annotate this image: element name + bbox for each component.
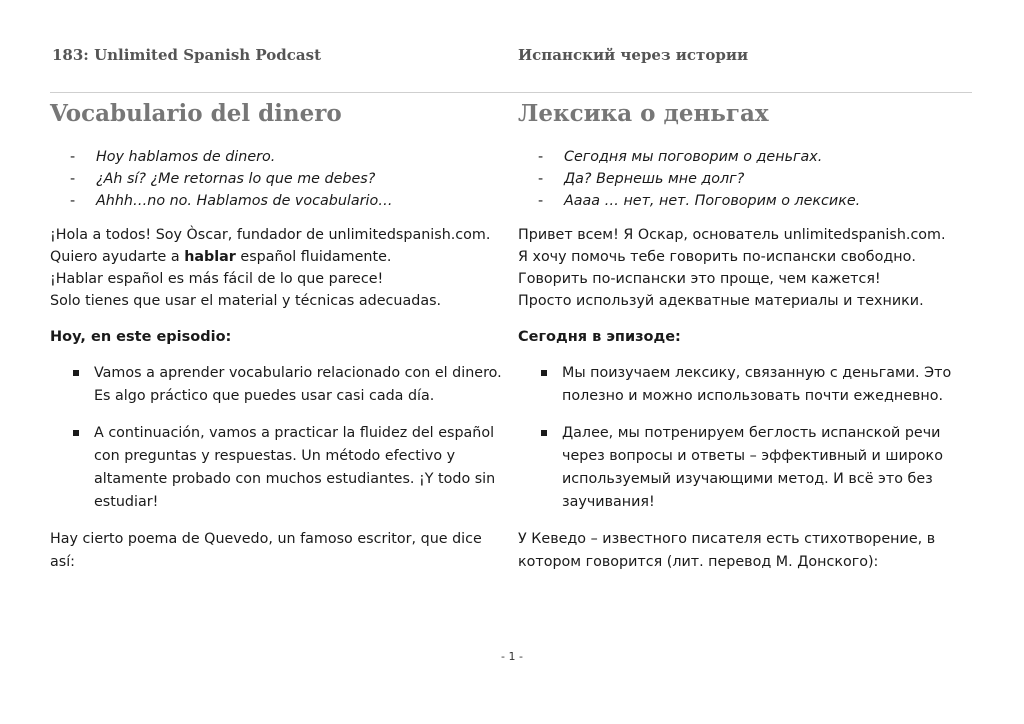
bullet-item [50,422,510,514]
square-bullet-icon [541,430,547,436]
russian-dialogue [518,146,978,212]
bullet-text: A continuación, vamos a practicar la fluidez del español con preguntas y respuestas. Un método efectivo y altamente probado con muchos estudiantes. ¡Y todo sin estudiar! [94,425,496,510]
spanish-closing: Hay cierto poema de Quevedo, un famoso escritor, que dice así: [50,531,482,570]
spanish-column [50,98,510,574]
bullet-text: Мы поизучаем лексику, связанную с деньгами. Это полезно и можно использовать почти ежедневно. [562,365,952,404]
dialogue-line [50,190,510,212]
intro-line: ¡Hablar español es más fácil de lo que parece! [50,271,384,287]
russian-intro [518,224,978,312]
podcast-episode-header: 183: Unlimited Spanish Podcast [52,46,322,64]
dash-marker: - [70,149,76,165]
dialogue-line [518,146,978,168]
russian-section-heading: Сегодня в эпизоде: [518,329,681,345]
intro-text: español fluidamente. [235,249,392,265]
spanish-section-heading: Hoy, en este episodio: [50,329,232,345]
bullet-item [50,362,510,408]
bullet-item [518,422,978,514]
intro-line: Solo tienes que usar el material y técnicas adecuadas. [50,293,442,309]
spanish-bullet-list [50,362,510,514]
intro-text: Quiero ayudarte a [50,249,185,265]
dialogue-line [50,146,510,168]
dash-marker: - [70,171,76,187]
intro-line [50,246,510,268]
spanish-title: Vocabulario del dinero [50,100,342,127]
intro-line: Привет всем! Я Оскар, основатель unlimitedspanish.com. [518,227,946,243]
header-divider [50,92,972,93]
page-number: - 1 - [501,650,523,663]
bullet-item [518,362,978,408]
intro-line: Просто используй адекватные материалы и техники. [518,293,924,309]
intro-line: ¡Hola a todos! Soy Òscar, fundador de unlimitedspanish.com. [50,227,491,243]
dash-marker: - [70,193,76,209]
bullet-text: Vamos a aprender vocabulario relacionado con el dinero. Es algo práctico que puedes usar casi cada día. [94,365,502,404]
dash-marker: - [538,149,544,165]
russian-column [518,98,978,574]
dialogue-text: Hoy hablamos de dinero. [96,149,276,165]
intro-line: Говорить по-испански это проще, чем кажется! [518,271,881,287]
russian-title: Лексика о деньгах [518,100,769,127]
dialogue-line [518,190,978,212]
square-bullet-icon [73,370,79,376]
dialogue-text: Ahhh…no no. Hablamos de vocabulario… [96,193,393,209]
dash-marker: - [538,193,544,209]
square-bullet-icon [541,370,547,376]
bullet-text: Далее, мы потренируем беглость испанской речи через вопросы и ответы – эффективный и широко используемый изучающими метод. И всё это без заучивания! [562,425,943,510]
dash-marker: - [538,171,544,187]
spanish-dialogue [50,146,510,212]
dialogue-line [518,168,978,190]
dialogue-text: Сегодня мы поговорим о деньгах. [564,149,823,165]
dialogue-line [50,168,510,190]
russian-bullet-list [518,362,978,514]
spanish-intro [50,224,510,312]
square-bullet-icon [73,430,79,436]
russian-header: Испанский через истории [518,46,749,64]
intro-bold-word: hablar [184,249,236,265]
dialogue-text: ¿Ah sí? ¿Me retornas lo que me debes? [96,171,376,187]
russian-closing: У Кеведо – известного писателя есть стихотворение, в котором говорится (лит. перевод М. Донского): [518,531,936,570]
intro-line: Я хочу помочь тебе говорить по-испански свободно. [518,249,916,265]
dialogue-text: Да? Вернешь мне долг? [564,171,745,187]
dialogue-text: Аааа … нет, нет. Поговорим о лексике. [564,193,861,209]
